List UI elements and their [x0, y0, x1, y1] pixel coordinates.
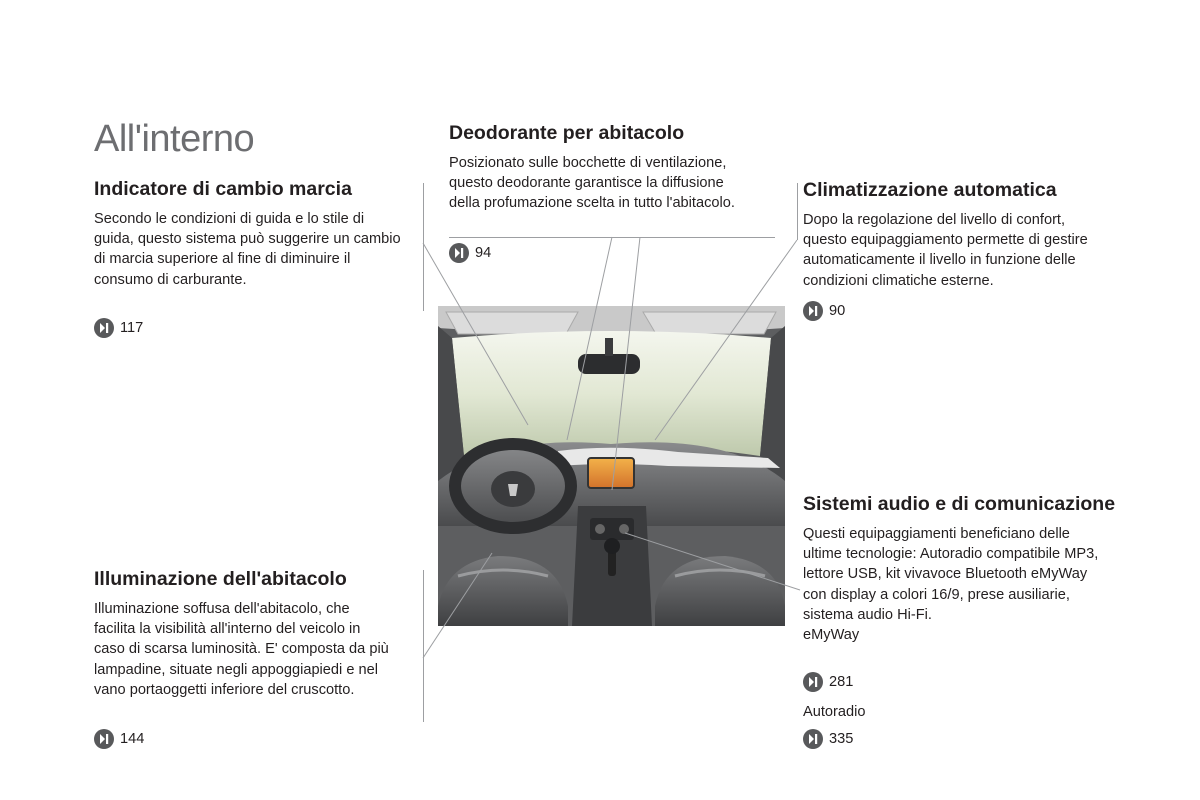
page-title: All'interno: [94, 118, 255, 160]
page-reference-icon: [803, 729, 823, 749]
section-body: Dopo la regolazione del livello di confort, questo equipaggiamento permette di gestire automaticamente il livello in funzione delle condizioni climatiche esterne.: [803, 212, 1088, 289]
page-reference-144[interactable]: 144: [94, 729, 144, 749]
page-reference-icon: [449, 243, 469, 263]
section-climate: [803, 179, 1133, 291]
section-body: Secondo le condizioni di guida e lo stile di guida, questo sistema può suggerire un cambio di marcia superiore al fine di diminuire il consumo di carburante.: [94, 211, 401, 288]
page-reference-117[interactable]: 117: [94, 318, 143, 338]
divider: [423, 570, 424, 722]
car-interior-illustration: [438, 306, 785, 626]
section-body: Posizionato sulle bocchette di ventilazione, questo deodorante garantisce la diffusione della profumazione scelta in tutto l'abitacolo.: [449, 155, 735, 212]
section-gear-indicator: [94, 178, 424, 290]
page-reference-icon: [94, 318, 114, 338]
page-reference-icon: [94, 729, 114, 749]
section-deodorant: [449, 122, 779, 214]
section-audio: [803, 493, 1153, 645]
page-reference-281[interactable]: 281: [803, 672, 853, 692]
section-title: Indicatore di cambio marcia: [94, 178, 352, 200]
page-reference-94[interactable]: 94: [449, 243, 491, 263]
section-body: Illuminazione soffusa dell'abitacolo, che facilita la visibilità all'interno del veicolo in caso di scarsa luminosità. E' composta da più lampadine, situate negli appoggiapiedi e nel vano portaoggetti inferiore del cruscotto.: [94, 601, 389, 698]
section-body: Questi equipaggiamenti beneficiano delle ultime tecnologie: Autoradio compatibile MP3, lettore USB, kit vivavoce Bluetooth eMyWay con display a colori 16/9, prese ausiliarie, sistema audio Hi-Fi. eMyWay: [803, 526, 1099, 644]
page-reference-icon: [803, 672, 823, 692]
divider: [797, 183, 798, 240]
section-lighting: [94, 568, 424, 700]
section-title: Sistemi audio e di comunicazione: [803, 493, 1116, 515]
page-reference-90[interactable]: 90: [803, 301, 845, 321]
section-title: Climatizzazione automatica: [803, 179, 1057, 201]
autoradio-label: Autoradio: [803, 704, 866, 720]
section-title: Illuminazione dell'abitacolo: [94, 568, 347, 590]
page-reference-icon: [803, 301, 823, 321]
section-title: Deodorante per abitacolo: [449, 122, 685, 144]
divider: [423, 183, 424, 311]
page-reference-335[interactable]: 335: [803, 729, 853, 749]
divider: [449, 237, 775, 238]
